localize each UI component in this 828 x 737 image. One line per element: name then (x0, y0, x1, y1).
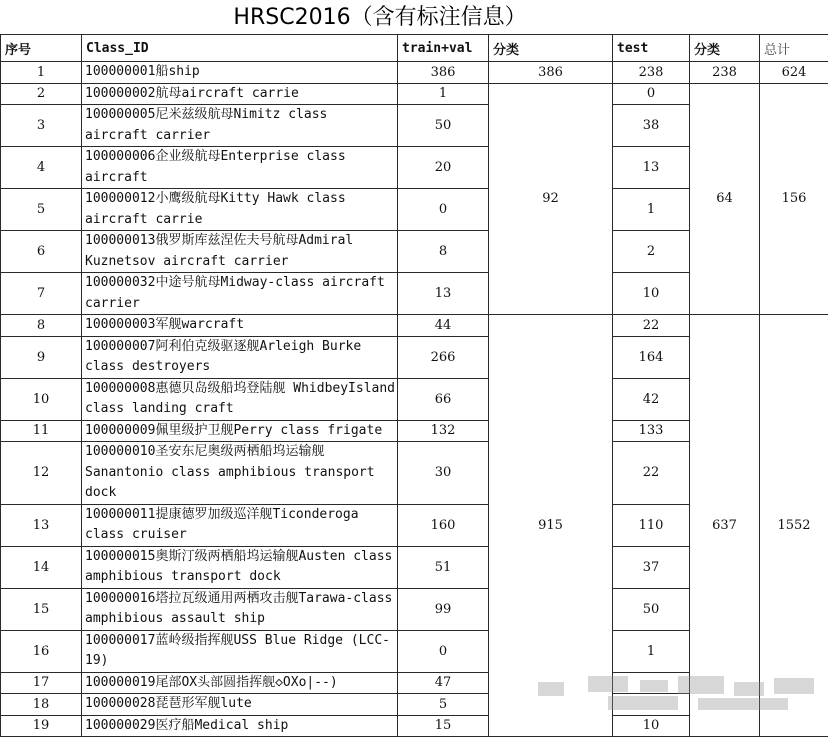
row-index: 14 (1, 546, 82, 588)
header-train-val: train+val (398, 35, 489, 62)
class-id-cell: 100000032中途号航母Midway-class aircraft carrier (82, 273, 398, 315)
train-val-cell: 50 (398, 105, 489, 147)
table-row (1, 83, 828, 105)
class-id-cell: 100000015奥斯汀级两栖船坞运输舰Austen class amphibious transport dock (82, 546, 398, 588)
class-id-cell: 100000029医疗船Medical ship (82, 715, 398, 737)
class-id-cell: 100000009佩里级护卫舰Perry class frigate (82, 420, 398, 442)
train-val-cell: 13 (398, 273, 489, 315)
header-index: 序号 (1, 35, 82, 62)
row-index: 5 (1, 189, 82, 231)
table-row (1, 315, 828, 337)
header-row (1, 35, 828, 62)
test-cell: 50 (613, 588, 690, 630)
row-index: 4 (1, 147, 82, 189)
test-cell: 164 (613, 336, 690, 378)
train-val-cell: 0 (398, 189, 489, 231)
row-index: 9 (1, 336, 82, 378)
train-val-cell: 44 (398, 315, 489, 337)
test-cell (613, 672, 690, 694)
group-total-aircraft-carrier: 156 (760, 83, 828, 315)
group-test-ship: 238 (690, 62, 760, 84)
class-id-cell: 100000010圣安东尼奥级两栖船坞运输舰 Sanantonio class amphibious transport dock (82, 442, 398, 505)
test-cell: 238 (613, 62, 690, 84)
group-total-ship: 624 (760, 62, 828, 84)
train-val-cell: 160 (398, 504, 489, 546)
header-class-id: Class_ID (82, 35, 398, 62)
class-id-cell: 100000002航母aircraft carrie (82, 83, 398, 105)
train-val-cell: 15 (398, 715, 489, 737)
class-id-cell: 100000013俄罗斯库兹涅佐夫号航母Admiral Kuznetsov aircraft carrier (82, 231, 398, 273)
group-train-val-warcraft: 915 (489, 315, 613, 737)
train-val-cell: 66 (398, 378, 489, 420)
train-val-cell: 0 (398, 630, 489, 672)
row-index: 3 (1, 105, 82, 147)
class-id-cell: 100000007阿利伯克级驱逐舰Arleigh Burke class destroyers (82, 336, 398, 378)
class-id-cell: 100000017蓝岭级指挥舰USS Blue Ridge (LCC-19) (82, 630, 398, 672)
row-index: 15 (1, 588, 82, 630)
class-id-cell: 100000005尼米兹级航母Nimitz class aircraft carrier (82, 105, 398, 147)
table-row (1, 62, 828, 84)
row-index: 6 (1, 231, 82, 273)
test-cell: 13 (613, 147, 690, 189)
class-id-cell: 100000011提康德罗加级巡洋舰Ticonderoga class cruiser (82, 504, 398, 546)
row-index: 12 (1, 442, 82, 505)
dataset-table (0, 34, 828, 737)
train-val-cell: 47 (398, 672, 489, 694)
header-test: test (613, 35, 690, 62)
header-category-train: 分类 (489, 35, 613, 62)
row-index: 16 (1, 630, 82, 672)
group-test-aircraft-carrier: 64 (690, 83, 760, 315)
test-cell: 133 (613, 420, 690, 442)
test-cell: 1 (613, 630, 690, 672)
class-id-cell: 100000019尾部OX头部圆指挥舰◇OXo|--) (82, 672, 398, 694)
class-id-cell: 100000028琵琶形军舰lute (82, 694, 398, 716)
class-id-cell: 100000003军舰warcraft (82, 315, 398, 337)
test-cell (613, 694, 690, 716)
class-id-cell: 100000012小鹰级航母Kitty Hawk class aircraft carrie (82, 189, 398, 231)
header-total: 总计 (760, 35, 828, 62)
class-id-cell: 100000008惠德贝岛级船坞登陆舰 WhidbeyIsland class landing craft (82, 378, 398, 420)
test-cell: 110 (613, 504, 690, 546)
group-total-warcraft: 1552 (760, 315, 828, 737)
row-index: 19 (1, 715, 82, 737)
train-val-cell: 386 (398, 62, 489, 84)
test-cell: 10 (613, 715, 690, 737)
row-index: 2 (1, 83, 82, 105)
train-val-cell: 51 (398, 546, 489, 588)
train-val-cell: 132 (398, 420, 489, 442)
row-index: 11 (1, 420, 82, 442)
row-index: 8 (1, 315, 82, 337)
test-cell: 37 (613, 546, 690, 588)
group-train-val-ship: 386 (489, 62, 613, 84)
train-val-cell: 30 (398, 442, 489, 505)
row-index: 13 (1, 504, 82, 546)
row-index: 1 (1, 62, 82, 84)
test-cell: 22 (613, 442, 690, 505)
row-index: 10 (1, 378, 82, 420)
class-id-cell: 100000016塔拉瓦级通用两栖攻击舰Tarawa-class amphibious assault ship (82, 588, 398, 630)
group-train-val-aircraft-carrier: 92 (489, 83, 613, 315)
test-cell: 38 (613, 105, 690, 147)
train-val-cell: 266 (398, 336, 489, 378)
header-category-test: 分类 (690, 35, 760, 62)
test-cell: 42 (613, 378, 690, 420)
class-id-cell: 100000006企业级航母Enterprise class aircraft (82, 147, 398, 189)
row-index: 18 (1, 694, 82, 716)
test-cell: 2 (613, 231, 690, 273)
train-val-cell: 8 (398, 231, 489, 273)
test-cell: 22 (613, 315, 690, 337)
group-test-warcraft: 637 (690, 315, 760, 737)
train-val-cell: 20 (398, 147, 489, 189)
train-val-cell: 5 (398, 694, 489, 716)
row-index: 7 (1, 273, 82, 315)
train-val-cell: 1 (398, 83, 489, 105)
test-cell: 0 (613, 83, 690, 105)
train-val-cell: 99 (398, 588, 489, 630)
test-cell: 10 (613, 273, 690, 315)
page-title: HRSC2016（含有标注信息） (0, 0, 760, 34)
row-index: 17 (1, 672, 82, 694)
class-id-cell: 100000001船ship (82, 62, 398, 84)
test-cell: 1 (613, 189, 690, 231)
